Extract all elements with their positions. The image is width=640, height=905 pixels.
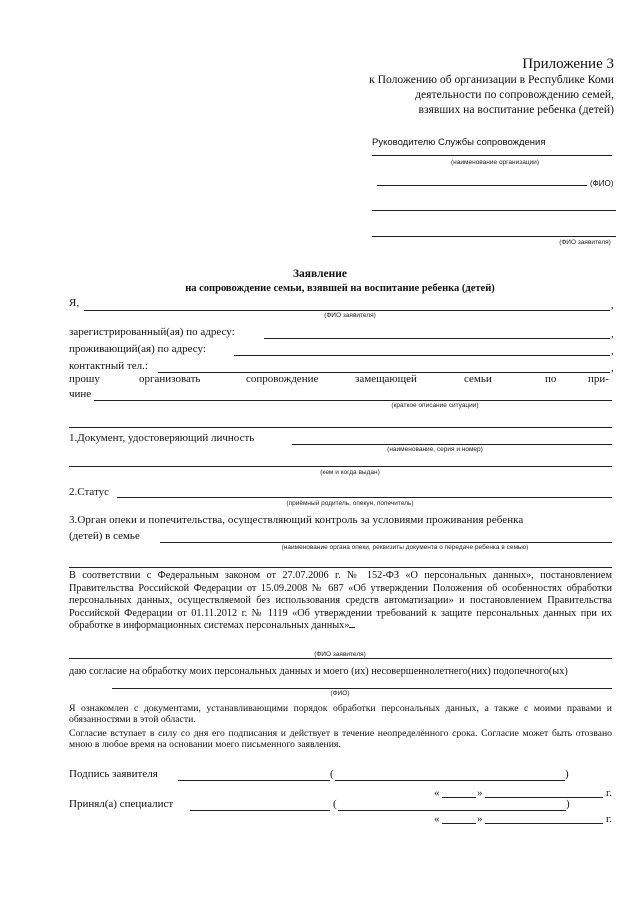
identity-issued-caption: (кем и когда выдан) <box>320 469 380 476</box>
law-paragraph <box>69 570 612 633</box>
identity-doc-caption: (наименование, серия и номер) <box>387 446 483 453</box>
status-label: 2.Статус <box>69 486 110 498</box>
applicant-signature-label: Подпись заявителя <box>69 768 158 780</box>
living-address-field[interactable] <box>234 355 610 356</box>
identity-doc-label: 1.Документ, удостоверяющий личность <box>69 432 255 444</box>
appendix-line-1: к Положению об организации в Республике Коми <box>369 73 614 86</box>
consent-paragraph <box>69 666 612 679</box>
consent-text: даю согласие на обработку моих персональных данных и моего (их) несовершеннолетнего(них) подопечного(ых) <box>69 666 568 677</box>
validity-text: Согласие вступает в силу со дня его подписания и действует в течение неопределённого срока. Согласие может быть отозвано мною в любое время на основании моего письменного заявления. <box>69 728 612 751</box>
ya-label: Я, <box>69 297 80 309</box>
guardianship-field[interactable] <box>160 542 612 543</box>
registered-address-field[interactable] <box>264 338 610 339</box>
guardianship-caption: (наименование органа опеки, реквизиты документа о передаче ребенка в семью) <box>281 544 529 551</box>
registered-comma: , <box>611 328 614 340</box>
status-caption: (приёмный родитель, опекун, попечитель) <box>286 500 414 507</box>
request-word-6: по <box>545 373 557 385</box>
reason-field[interactable] <box>94 400 612 401</box>
identity-doc-field[interactable] <box>292 444 612 445</box>
living-label: проживающий(ая) по адресу: <box>69 343 206 355</box>
head-fio-caption: (ФИО) <box>590 179 614 188</box>
application-form-page: Приложение 3 к Положению об организации в Республике Коми деятельности по сопровождению семей, взявших на воспитание ребенка (детей) Руководителю Службы сопровождения (наименование организации) (ФИО) (ФИО заявителя) Заявление на сопровождение семьи, взявшей на воспитание ребенка (детей) Я, , (ФИО заявителя) зарегистрированный(ая) по адресу: , проживающий(ая) по адресу: , контактный тел.: , прошу организовать сопровождение замещающей семьи по при- чине (краткое описание ситуации) 1.Документ, удостоверяющий личность (наименование, серия и номер) (кем и когда выдан) 2.Статус (приёмный родитель, опекун, попечитель) 3.Орган опеки и попечительства, осуществляющий контроль за условиями проживания ребенка (детей) в семье (наименование органа опеки, реквизиты документа о передаче ребенка в семью) В соответствии с Федеральным законом от 27.07.2006 г. № 152-ФЗ «О персональных данных», постановлением Правительства Российской Федерации от 15.09.2008 № 687 «Об утверждении Положения об особенностях обработки персональных данных, осуществляемой без использования средств автоматизации» и постановлением Правительства Российской Федерации от 01.11.2012 г. № 1119 «Об утверждении требований к защите персональных данных при их обработке в информационных системах персональных данных» (ФИО заявителя) даю согласие на обработку моих персональных данных и моего (их) несовершеннолетнего(них) подопечного(ых) (ФИО) Я ознакомлен с документами, устанавливающими порядок обработки персональных данных, а также с моими правами и обязанностями в этой области. Согласие вступает в силу со дня его подписания и действует в течение неопределённого срока. Согласие может быть отозвано мною в любое время на основании моего письменного заявления. Подпись заявителя ( ) « » г. Принял(а) специалист ( ) « » г. <box>0 0 640 905</box>
addressee-to: Руководителю Службы сопровождения <box>372 137 546 148</box>
consent-caption: (ФИО) <box>330 690 350 697</box>
registered-label: зарегистрированный(ая) по адресу: <box>69 326 235 338</box>
year-label-2: г. <box>606 813 613 825</box>
living-comma: , <box>611 345 614 357</box>
ya-caption: (ФИО заявителя) <box>324 312 376 319</box>
phone-label: контактный тел.: <box>69 360 148 372</box>
identity-issued-field[interactable] <box>69 466 612 467</box>
guardianship-label-2: (детей) в семье <box>69 530 140 542</box>
specialist-month-field[interactable] <box>485 823 603 824</box>
applicant-fio-caption: (ФИО заявителя) <box>559 239 611 246</box>
law-caption: (ФИО заявителя) <box>314 651 366 658</box>
law-text: В соответствии с Федеральным законом от 27.07.2006 г. № 152-ФЗ «О персональных данных», постановлением Правительства Российской Федерации от 15.09.2008 № 687 «Об утверждении Положения об особенностях обработки персональных данных, осуществляемой без использования средств автоматизации» и постановлением Правительства Российской Федерации от 01.11.2012 г. № 1119 «Об утверждении требований к защите персональных данных при их обработке в информационных системах персональных данных» <box>69 570 612 631</box>
law-applicant-field[interactable] <box>69 658 612 659</box>
request-word-2: организовать <box>139 373 201 385</box>
guardianship-field-2[interactable] <box>69 567 612 568</box>
specialist-day-field[interactable] <box>442 823 476 824</box>
appendix-line-2: деятельности по сопровождению семей, <box>415 88 614 101</box>
request-word-1: прошу <box>69 373 100 385</box>
specialist-name-decode-field[interactable] <box>338 810 566 811</box>
status-field[interactable] <box>117 497 612 498</box>
applicant-month-field[interactable] <box>485 797 603 798</box>
applicant-name-decode-field[interactable] <box>335 780 565 781</box>
applicant-signature-field[interactable] <box>178 780 330 781</box>
date-open-2: « <box>434 813 440 825</box>
specialist-signature-field[interactable] <box>190 810 330 811</box>
familiar-text: Я ознакомлен с документами, устанавливающими порядок обработки персональных данных, а также с моими правами и обязанностями в этой области. <box>69 703 612 726</box>
appendix-line-3: взявших на воспитание ребенка (детей) <box>418 103 614 116</box>
org-name-caption: (наименование организации) <box>451 159 539 166</box>
reason-field-2[interactable] <box>69 427 612 428</box>
date-mid-2: » <box>477 813 483 825</box>
date-mid-1: » <box>477 787 483 799</box>
year-label-1: г. <box>606 787 613 799</box>
specialist-label: Принял(а) специалист <box>69 798 174 810</box>
ya-comma: , <box>611 299 614 311</box>
request-word-5: семьи <box>464 373 492 385</box>
document-title: Заявление <box>292 268 347 280</box>
org-name-field[interactable] <box>372 155 612 156</box>
request-word-7: при- <box>588 373 609 385</box>
ward-fio-field[interactable] <box>112 688 612 689</box>
phone-comma: , <box>611 362 614 374</box>
date-open-1: « <box>434 787 440 799</box>
guardianship-label-1: 3.Орган опеки и попечительства, осуществляющий контроль за условиями проживания ребенка <box>69 514 524 526</box>
applicant-line-1[interactable] <box>372 210 616 211</box>
applicant-line-2[interactable] <box>372 236 616 237</box>
appendix-title: Приложение 3 <box>522 56 614 72</box>
reason-end-label: чине <box>69 388 92 400</box>
request-word-4: замещающей <box>355 373 417 385</box>
document-subtitle: на сопровождение семьи, взявшей на воспитание ребенка (детей) <box>185 283 495 294</box>
familiar-paragraph <box>69 703 612 726</box>
reason-caption: (краткое описание ситуации) <box>391 402 479 409</box>
applicant-name-field[interactable] <box>84 310 610 311</box>
applicant-day-field[interactable] <box>442 797 476 798</box>
validity-paragraph <box>69 728 612 751</box>
request-word-3: сопровождение <box>246 373 319 385</box>
head-fio-field[interactable] <box>377 185 587 186</box>
